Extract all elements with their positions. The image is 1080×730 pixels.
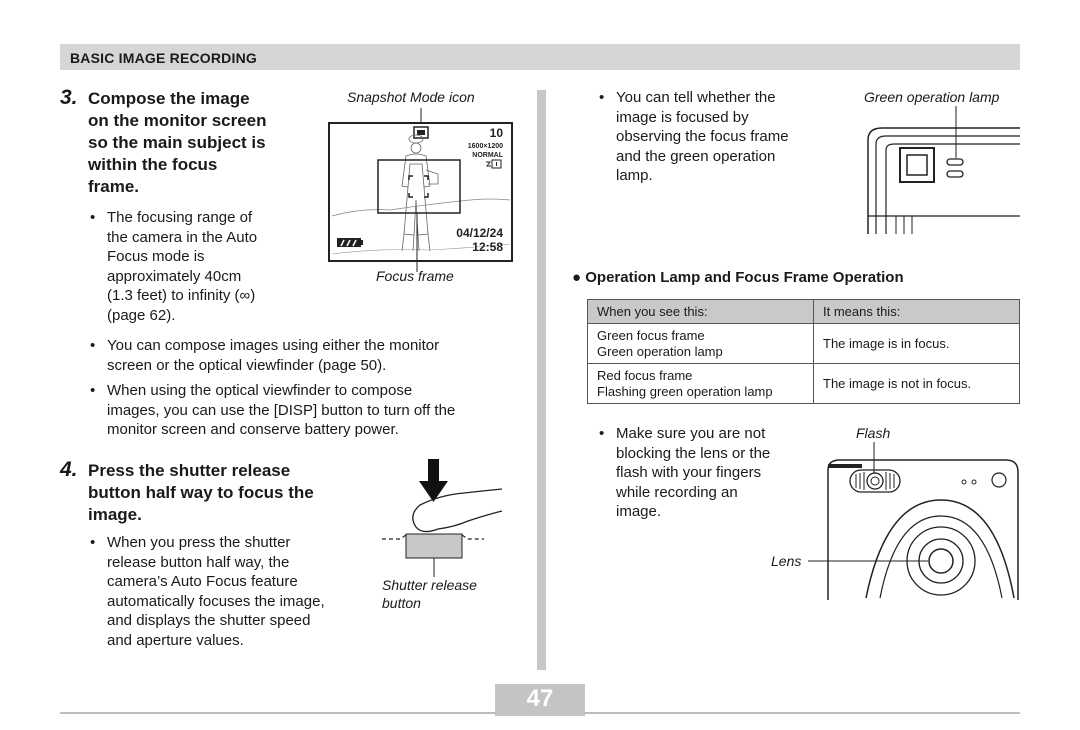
camera-front-illustration [806, 440, 1022, 602]
section-title: BASIC IMAGE RECORDING [70, 50, 257, 66]
shutter-release-caption: Shutter release button [382, 577, 477, 611]
step-3-heading: Compose the image on the monitor screen so the main subject is within the focus frame. [88, 89, 267, 196]
focus-frame-caption: Focus frame [376, 268, 454, 284]
right-bullet-focus-check: • You can tell whether the image is focused by observing the focus frame and the green operation lamp. [599, 89, 789, 184]
table-cell-see: Red focus frame Flashing green operation lamp [588, 364, 814, 404]
viewfinder [900, 148, 934, 182]
table-row [588, 324, 1020, 364]
step-3-number: 3. [60, 86, 78, 109]
green-operation-lamp [947, 159, 963, 165]
table-header-see: When you see this: [588, 300, 814, 324]
step-4-heading: Press the shutter release button half way to focus the image. [88, 461, 314, 524]
table-row [588, 364, 1020, 404]
right-bullet-flash-warning: • Make sure you are not blocking the lens or the flash with your fingers while recording an image. [599, 425, 771, 520]
image-quality: NORMAL [472, 152, 503, 159]
column-divider [537, 90, 546, 670]
table-cell-means: The image is not in focus. [814, 364, 1020, 404]
step-3-bullet-focus-range: • The focusing range of the camera in the Auto Focus mode is approximately 40cm (1.3 feet) to infinity (∞) (page 62). [90, 209, 258, 324]
shutter-release-illustration [378, 455, 513, 580]
step-3-bullet-compose: • You can compose images using either the monitor screen or the optical viewfinder (page 50). [90, 337, 440, 374]
time-display: 12:58 [472, 240, 503, 254]
shots-remaining: 10 [489, 126, 503, 140]
operation-lamp-table [587, 299, 1020, 404]
page-number: 47 [526, 685, 554, 712]
lens-caption: Lens [771, 553, 802, 569]
green-lamp-caption: Green operation lamp [864, 89, 1000, 105]
flash-window [850, 470, 900, 492]
step-4-bullet-half-press: • When you press the shutter release button half way, the camera’s Auto Focus feature automatically focuses the image, and displays the shutter speed and aperture values. [90, 534, 325, 649]
snapshot-mode-icon-caption: Snapshot Mode icon [347, 89, 475, 105]
shutter-button [406, 534, 462, 558]
battery-icon [337, 238, 363, 247]
image-size: 1600×1200 [467, 143, 503, 150]
camera-lens [866, 500, 1014, 598]
monitor-screen-illustration [320, 104, 520, 294]
table-cell-means: The image is in focus. [814, 324, 1020, 364]
camera-back-illustration [864, 104, 1024, 236]
table-heading: ● Operation Lamp and Focus Frame Operation [572, 269, 904, 286]
filled-circle-icon: ● [572, 269, 582, 286]
step-3-bullet-viewfinder: • When using the optical viewfinder to compose images, you can use the [DISP] button to turn off the monitor screen and conserve battery power. [90, 382, 456, 438]
table-cell-see: Green focus frame Green operation lamp [588, 324, 814, 364]
table-header-means: It means this: [814, 300, 1020, 324]
step-4-number: 4. [60, 458, 78, 481]
press-down-arrow [428, 459, 439, 483]
flash-caption: Flash [856, 425, 891, 441]
date-display: 04/12/24 [456, 226, 503, 240]
finger-drawing [413, 489, 502, 529]
